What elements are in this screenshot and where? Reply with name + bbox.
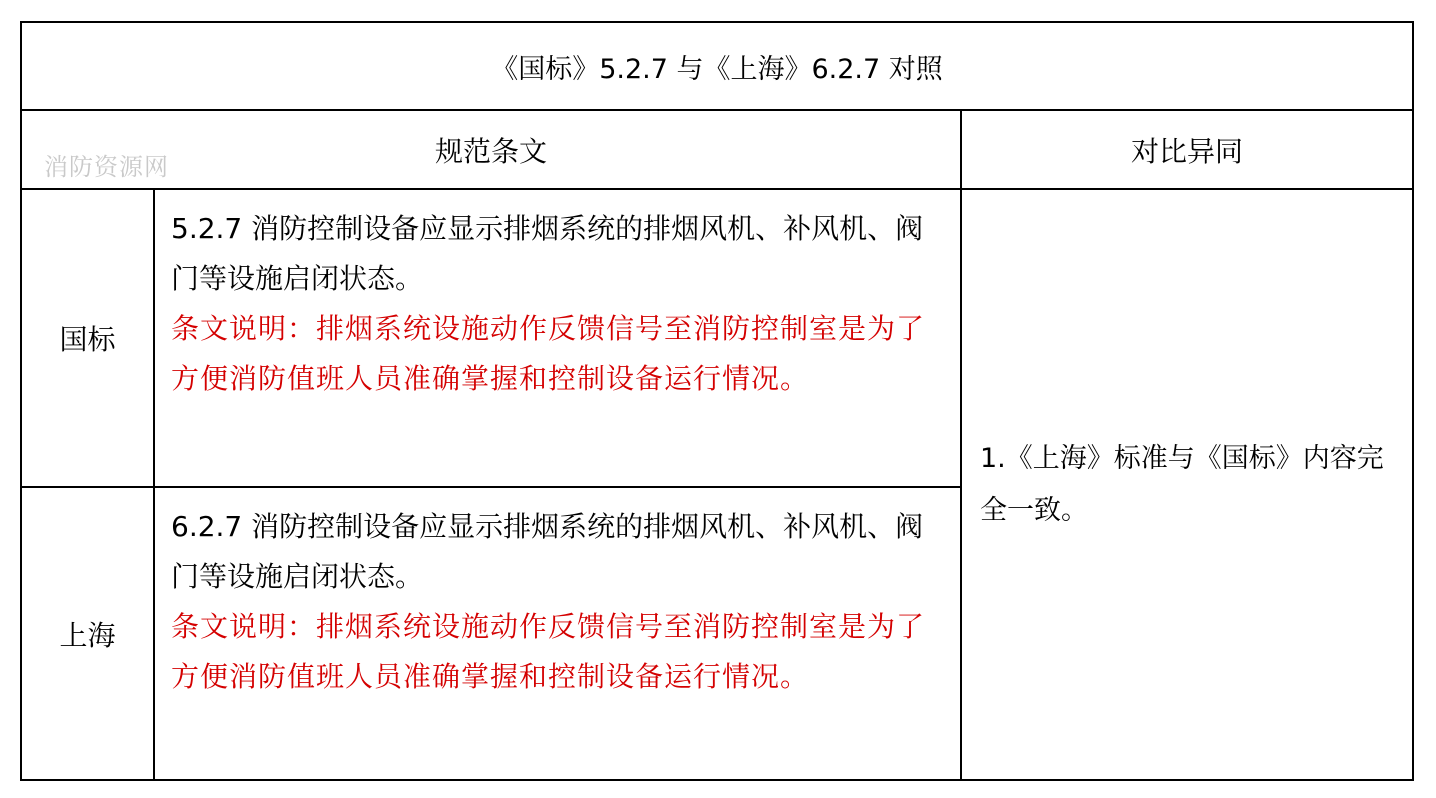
clause-explanation: 条文说明：排烟系统设施动作反馈信号至消防控制室是为了方便消防值班人员准确掌握和控制设备运行情况。 <box>171 610 926 693</box>
header-clause: 规范条文 <box>434 135 547 168</box>
comparison-result <box>962 190 1412 779</box>
comparison-text: 1.《上海》标准与《国标》内容完全一致。 <box>980 442 1384 526</box>
clause-text: 6.2.7 消防控制设备应显示排烟系统的排烟风机、补风机、阀门等设施启闭状态。 <box>171 510 924 593</box>
row-label-shanghai: 上海 <box>59 618 116 652</box>
row-body-national <box>155 190 960 486</box>
header-compare: 对比异同 <box>1130 135 1243 168</box>
table-title: 《国标》5.2.7 与《上海》6.2.7 对照 <box>491 54 943 85</box>
row-body-shanghai <box>155 488 960 779</box>
clause-text: 5.2.7 消防控制设备应显示排烟系统的排烟风机、补风机、阀门等设施启闭状态。 <box>171 212 924 295</box>
watermark: 消防资源网 <box>44 153 169 181</box>
comparison-table <box>20 21 1414 781</box>
row-label-national: 国标 <box>59 323 116 356</box>
clause-explanation: 条文说明：排烟系统设施动作反馈信号至消防控制室是为了方便消防值班人员准确掌握和控制设备运行情况。 <box>171 312 926 395</box>
